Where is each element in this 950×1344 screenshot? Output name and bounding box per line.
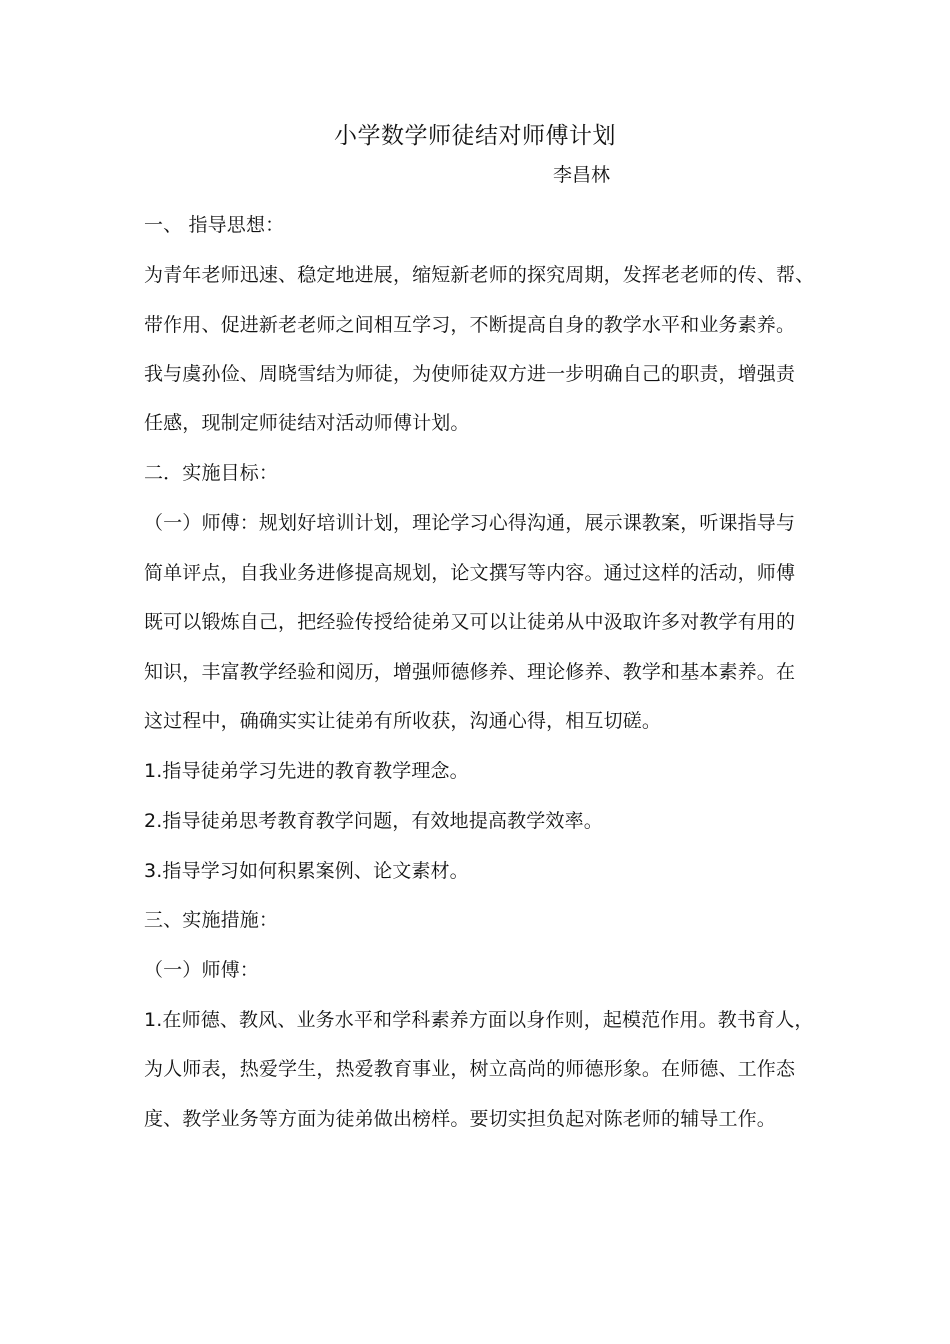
paragraph-line: 任感，现制定师徒结对活动师傅计划。 (144, 412, 470, 434)
paragraph-line: 这过程中，确确实实让徒弟有所收获，沟通心得，相互切磋。 (144, 710, 662, 732)
list-item: 2.指导徒弟思考教育教学问题，有效地提高教学效率。 (144, 810, 603, 832)
paragraph-line: 我与虞孙俭、周晓雪结为师徒，为使师徒双方进一步明确自己的职责，增强责 (144, 363, 796, 385)
paragraph-line: 既可以锻炼自己，把经验传授给徒弟又可以让徒弟从中汲取许多对教学有用的 (144, 611, 796, 633)
paragraph-line: 为人师表，热爱学生，热爱教育事业，树立高尚的师德形象。在师德、工作态 (144, 1058, 796, 1080)
list-item: 3.指导学习如何积累案例、论文素材。 (144, 860, 469, 882)
paragraph-line: 知识，丰富教学经验和阅历，增强师德修养、理论修养、教学和基本素养。在 (144, 661, 796, 683)
document-title: 小学数学师徒结对师傅计划 (334, 123, 616, 149)
document-author: 李昌林 (553, 164, 611, 186)
subsection-heading: （一）师傅： (144, 959, 259, 981)
section-heading-measures: 三、实施措施： (144, 909, 279, 931)
section-heading-guiding-idea: 一、 指导思想： (144, 214, 285, 236)
paragraph-line: 带作用、促进新老老师之间相互学习，不断提高自身的教学水平和业务素养。 (144, 314, 796, 336)
paragraph-line: 度、教学业务等方面为徒弟做出榜样。要切实担负起对陈老师的辅导工作。 (144, 1108, 776, 1130)
list-item: 1.指导徒弟学习先进的教育教学理念。 (144, 760, 469, 782)
paragraph-line: 简单评点，自我业务进修提高规划，论文撰写等内容。通过这样的活动，师傅 (144, 562, 796, 584)
paragraph-line: 为青年老师迅速、稳定地进展，缩短新老师的探究周期，发挥老老师的传、帮、 (144, 264, 815, 286)
section-heading-goals: 二．实施目标： (144, 462, 279, 484)
list-item: 1.在师德、教风、业务水平和学科素养方面以身作则，起模范作用。教书育人， (144, 1009, 814, 1031)
paragraph-line: （一）师傅：规划好培训计划，理论学习心得沟通，展示课教案，听课指导与 (144, 512, 796, 534)
